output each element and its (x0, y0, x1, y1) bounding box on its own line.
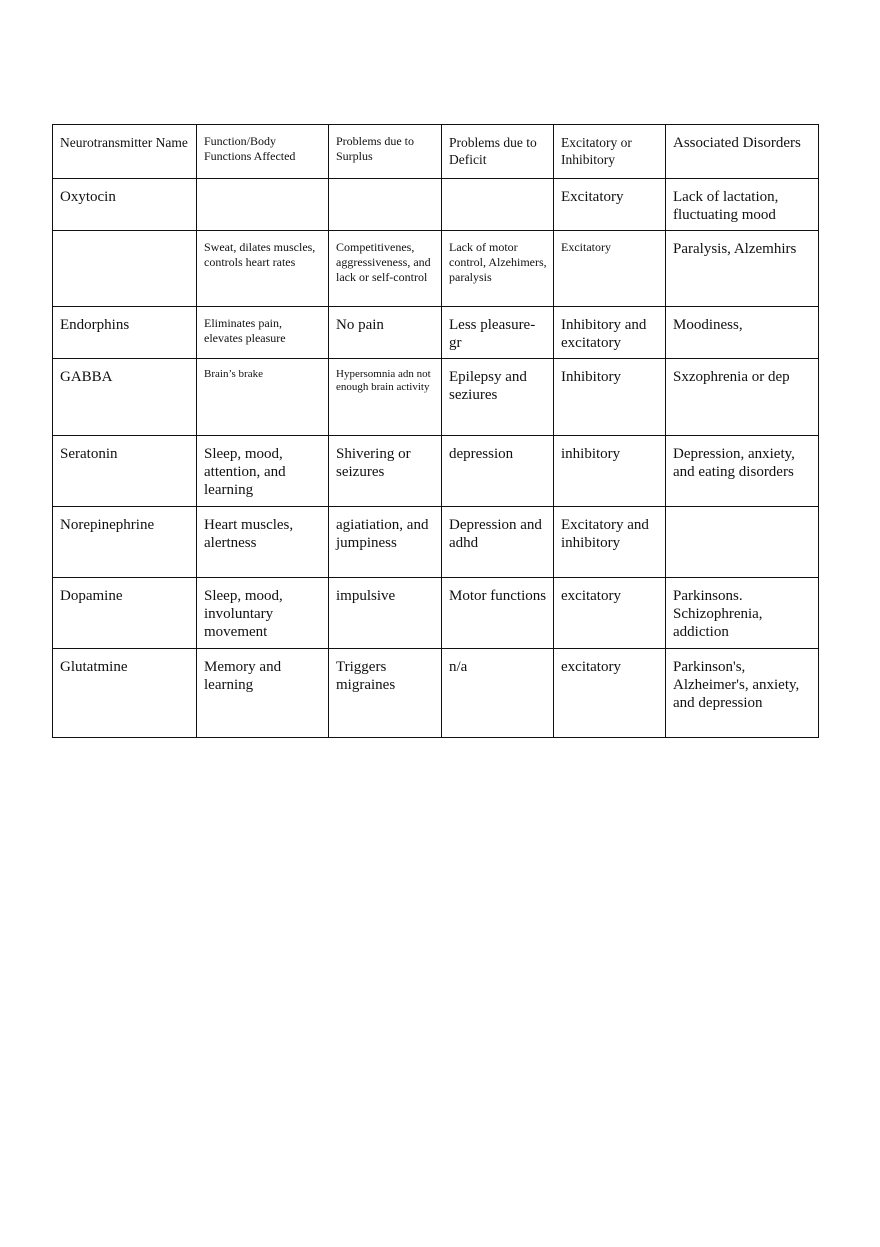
cell-name: Seratonin (53, 436, 197, 507)
cell-function: Sleep, mood, involuntary movement (197, 578, 329, 649)
cell-function: Eliminates pain, elevates pleasure (197, 307, 329, 359)
cell-function: Brain’s brake (197, 359, 329, 436)
cell-deficit: Epilepsy and seziures (442, 359, 554, 436)
cell-deficit: n/a (442, 649, 554, 738)
cell-name: GABBA (53, 359, 197, 436)
table-row (53, 307, 819, 359)
cell-type: Excitatory (554, 231, 666, 307)
cell-function: Sweat, dilates muscles, controls heart rates (197, 231, 329, 307)
cell-type: excitatory (554, 578, 666, 649)
table-row (53, 578, 819, 649)
cell-name: Glutatmine (53, 649, 197, 738)
header-excitatory-inhibitory: Excitatory or Inhibitory (554, 125, 666, 179)
cell-deficit: depression (442, 436, 554, 507)
cell-type: inhibitory (554, 436, 666, 507)
cell-name: Endorphins (53, 307, 197, 359)
cell-surplus: Shivering or seizures (329, 436, 442, 507)
cell-deficit: Lack of motor control, Alzehimers, paralysis (442, 231, 554, 307)
table-row (53, 436, 819, 507)
cell-disorders: Sxzophrenia or dep (666, 359, 819, 436)
cell-name: Norepinephrine (53, 507, 197, 578)
cell-function: Memory and learning (197, 649, 329, 738)
cell-name (53, 231, 197, 307)
cell-disorders: Lack of lactation, fluctuating mood (666, 179, 819, 231)
cell-disorders: Parkinson's, Alzheimer's, anxiety, and depression (666, 649, 819, 738)
cell-deficit: Motor functions (442, 578, 554, 649)
cell-surplus: Competitivenes, aggressiveness, and lack or self-control (329, 231, 442, 307)
table-header-row (53, 125, 819, 179)
cell-deficit: Depression and adhd (442, 507, 554, 578)
table-row (53, 649, 819, 738)
header-associated-disorders: Associated Disorders (666, 125, 819, 179)
cell-surplus: Hypersomnia adn not enough brain activity (329, 359, 442, 436)
header-neurotransmitter-name: Neurotransmitter Name (53, 125, 197, 179)
cell-surplus (329, 179, 442, 231)
cell-surplus: Triggers migraines (329, 649, 442, 738)
cell-surplus: agiatiation, and jumpiness (329, 507, 442, 578)
table-row (53, 507, 819, 578)
cell-function: Sleep, mood, attention, and learning (197, 436, 329, 507)
cell-name: Dopamine (53, 578, 197, 649)
cell-disorders: Parkinsons. Schizophrenia, addiction (666, 578, 819, 649)
header-problems-surplus: Problems due to Surplus (329, 125, 442, 179)
cell-name: Oxytocin (53, 179, 197, 231)
cell-deficit (442, 179, 554, 231)
header-problems-deficit: Problems due to Deficit (442, 125, 554, 179)
cell-disorders: Paralysis, Alzemhirs (666, 231, 819, 307)
cell-disorders (666, 507, 819, 578)
cell-type: Inhibitory and excitatory (554, 307, 666, 359)
table-row (53, 179, 819, 231)
cell-deficit: Less pleasure-gr (442, 307, 554, 359)
cell-function (197, 179, 329, 231)
cell-type: Inhibitory (554, 359, 666, 436)
cell-surplus: No pain (329, 307, 442, 359)
neurotransmitter-table (52, 124, 819, 738)
header-function: Function/Body Functions Affected (197, 125, 329, 179)
cell-disorders: Moodiness, (666, 307, 819, 359)
table-row (53, 359, 819, 436)
cell-disorders: Depression, anxiety, and eating disorders (666, 436, 819, 507)
cell-type: Excitatory and inhibitory (554, 507, 666, 578)
cell-function: Heart muscles, alertness (197, 507, 329, 578)
cell-surplus: impulsive (329, 578, 442, 649)
cell-type: Excitatory (554, 179, 666, 231)
cell-type: excitatory (554, 649, 666, 738)
table-row (53, 231, 819, 307)
